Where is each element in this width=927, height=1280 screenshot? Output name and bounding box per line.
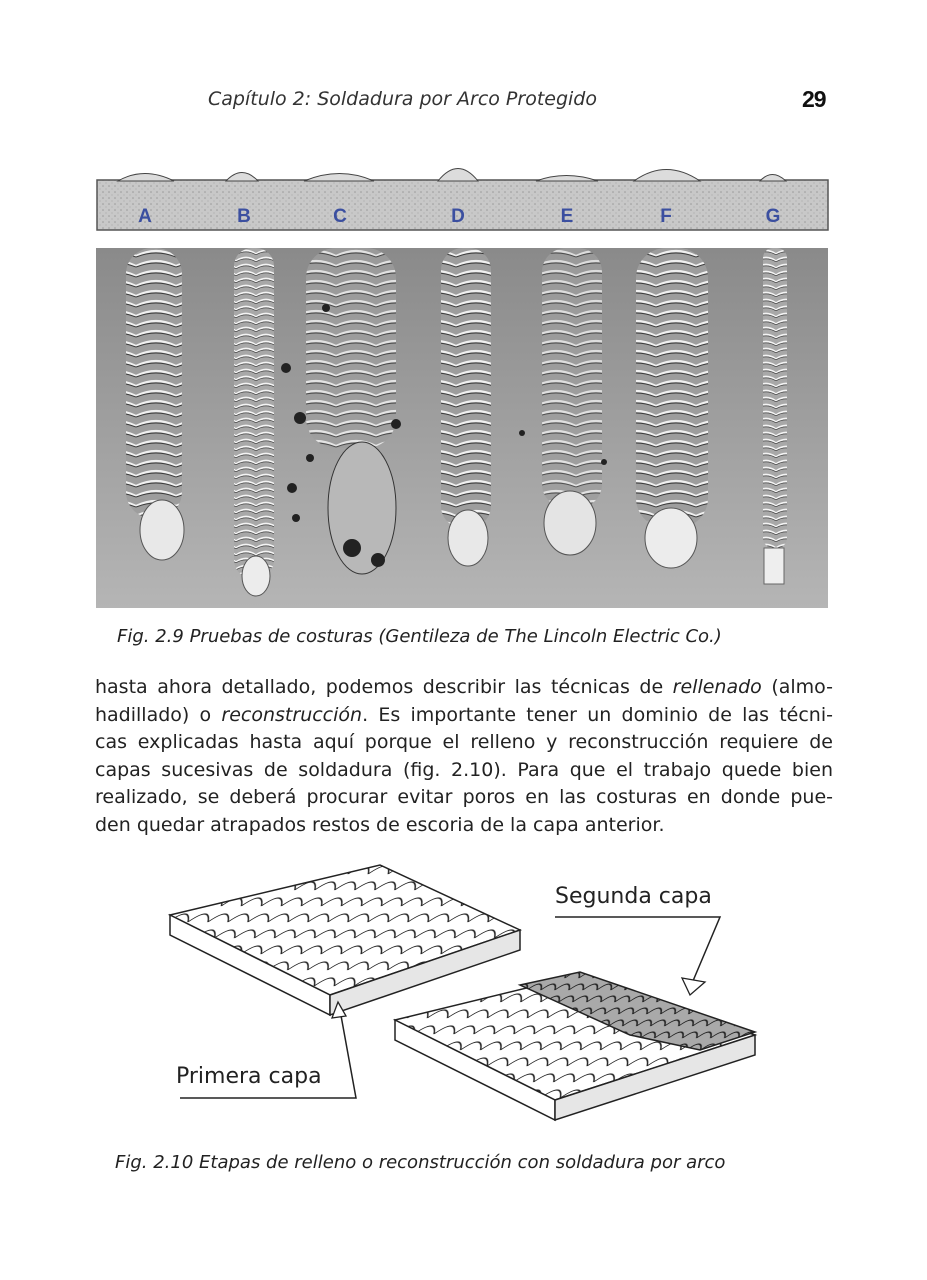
body-line-4: capas sucesivas de soldadura (fig. 2.10). Para que el trabajo quede bien [95, 758, 833, 781]
body-line-2: hadillado) o reconstrucción. Es importante tener un dominio de las técni- [95, 703, 833, 726]
bead-label-g: G [765, 206, 781, 227]
bead-label-a: A [138, 206, 152, 227]
bead-label-d: D [451, 206, 465, 227]
body-line-5: realizado, se deberá procurar evitar poros en las costuras en donde pue- [95, 786, 833, 809]
figure-2-10-caption: Fig. 2.10 Etapas de relleno o reconstrucción con soldadura por arco [115, 1152, 726, 1173]
bead-label-b: B [237, 206, 251, 227]
page-number: 29 [802, 86, 826, 112]
first-layer-label: Primera capa [176, 1064, 322, 1089]
running-head: Capítulo 2: Soldadura por Arco Protegido [208, 88, 597, 110]
figure-2-9-caption: Fig. 2.9 Pruebas de costuras (Gentileza de The Lincoln Electric Co.) [117, 626, 722, 647]
bead-label-c: C [333, 206, 347, 227]
body-line-6: den quedar atrapados restos de escoria de la capa anterior. [95, 813, 665, 836]
body-line-3: cas explicadas hasta aquí porque el relleno y reconstrucción requiere de [95, 731, 833, 754]
weld-beads-photo [96, 248, 828, 608]
second-layer-label: Segunda capa [555, 884, 712, 909]
body-paragraph [95, 674, 833, 840]
body-line-1: hasta ahora detallado, podemos describir las técnicas de rellenado (almo- [95, 676, 833, 698]
bead-label-e: E [560, 206, 574, 227]
weld-cross-section-strip [96, 160, 830, 232]
bead-label-f: F [660, 206, 672, 227]
